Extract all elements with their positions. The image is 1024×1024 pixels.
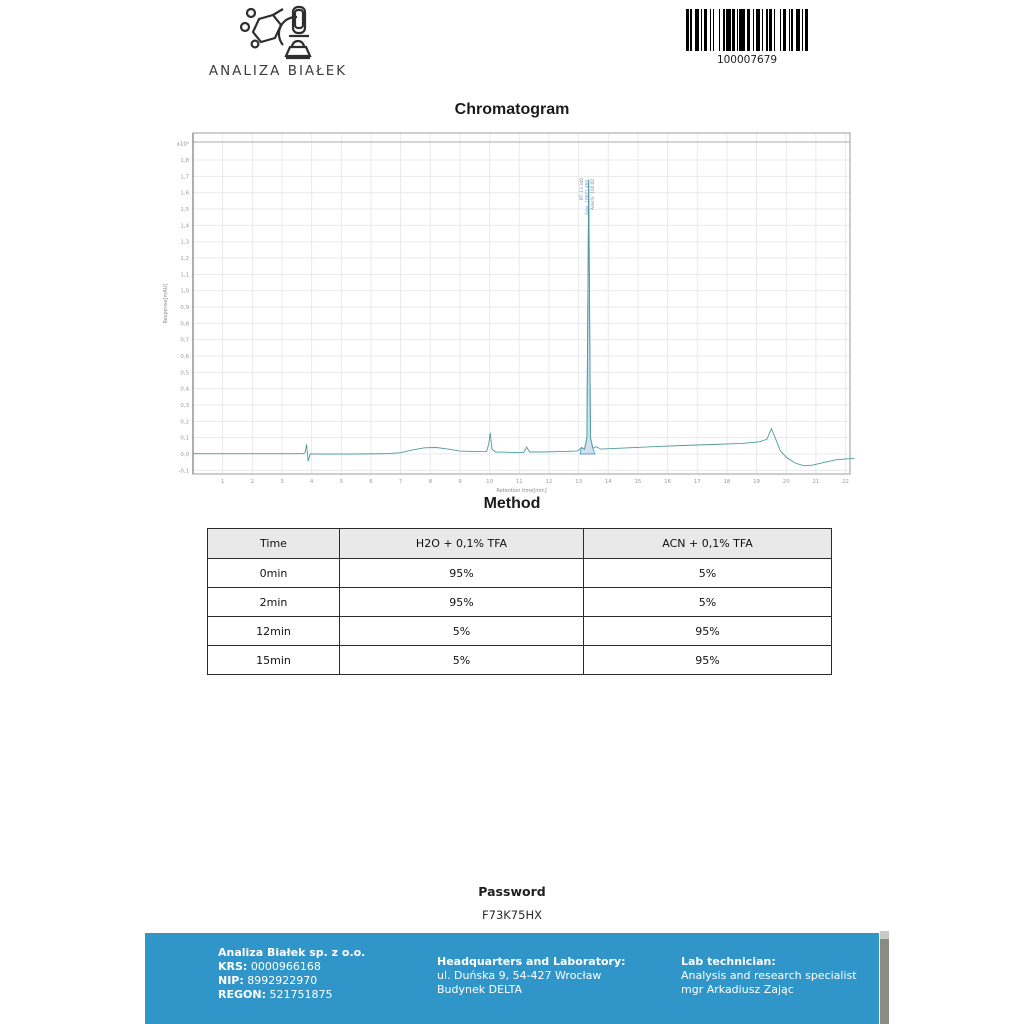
company-nip: NIP: 8992922970 [218,974,318,987]
tech-line1: Analysis and research specialist [681,969,857,982]
company-krs: KRS: 0000966168 [218,960,321,973]
table-cell: 15min [208,646,340,675]
svg-text:Retention time[min]: Retention time[min] [496,488,547,494]
svg-text:5: 5 [339,479,344,485]
hq-address-line1: ul. Duńska 9, 54-427 Wrocław [437,969,602,982]
barcode-bar [805,9,808,51]
table-cell: 95% [340,559,584,588]
svg-text:1: 1 [220,479,225,485]
method-table [207,528,832,675]
method-col-header: Time [208,529,340,559]
tech-title: Lab technician: [681,955,776,968]
svg-text:-0,1: -0,1 [178,468,189,475]
chromatogram-title: Chromatogram [454,101,570,118]
table-cell: 0min [208,559,340,588]
svg-text:0,8: 0,8 [180,321,189,328]
svg-text:0,9: 0,9 [180,305,189,312]
scrollbar[interactable] [880,931,889,1024]
svg-text:1,2: 1,2 [180,256,189,263]
svg-text:14: 14 [604,479,612,485]
svg-text:18: 18 [723,479,731,485]
footer-company-info [218,946,365,1002]
svg-text:3: 3 [280,479,284,485]
peak-annotation: Area%: 100.00 [590,178,596,210]
table-cell: 95% [340,588,584,617]
peak-annotation: Area: 18671.460 [584,179,590,215]
svg-text:1,5: 1,5 [180,207,189,214]
svg-text:0,7: 0,7 [180,337,189,344]
svg-text:8: 8 [428,479,433,485]
svg-text:17: 17 [693,479,701,485]
scrollbar-thumb[interactable] [880,931,889,939]
svg-text:Response[mAU]: Response[mAU] [163,283,169,324]
svg-text:16: 16 [664,479,672,485]
svg-text:21: 21 [812,479,820,485]
chromatogram-plot [158,128,864,496]
table-cell: 95% [584,646,832,675]
svg-text:9: 9 [458,479,462,485]
svg-text:1,0: 1,0 [180,288,189,295]
table-cell: 95% [584,617,832,646]
svg-text:1,1: 1,1 [180,272,189,279]
svg-text:1,6: 1,6 [180,190,189,197]
method-table-body [208,559,832,675]
table-cell: 5% [584,588,832,617]
footer-headquarters [437,955,626,997]
table-row [208,617,832,646]
svg-text:1,3: 1,3 [180,239,189,246]
hq-address-line2: Budynek DELTA [437,983,523,996]
svg-text:x10³: x10³ [176,141,189,148]
svg-text:1,7: 1,7 [180,174,189,181]
svg-text:0,1: 0,1 [180,435,189,442]
barcode-value: 100007679 [716,54,778,66]
table-row [208,588,832,617]
svg-text:20: 20 [782,479,790,485]
logo-caption: ANALIZA BIAŁEK [208,63,348,79]
footer-lab-technician [681,955,857,997]
method-title: Method [483,495,541,512]
table-cell: 5% [584,559,832,588]
svg-text:22: 22 [842,479,849,485]
svg-text:15: 15 [634,479,642,485]
table-cell: 2min [208,588,340,617]
svg-text:4: 4 [309,479,314,485]
svg-text:0,2: 0,2 [180,419,189,426]
svg-text:6: 6 [369,479,373,485]
password-label: Password [478,884,546,899]
method-col-header: H2O + 0,1% TFA [340,529,584,559]
company-name: Analiza Białek sp. z o.o. [218,946,366,959]
method-col-header: ACN + 0,1% TFA [584,529,832,559]
svg-text:10: 10 [486,479,494,485]
svg-text:0,4: 0,4 [180,386,189,393]
svg-text:0,3: 0,3 [180,403,189,410]
barcode-icon [686,9,808,51]
chromatogram-chart [158,128,864,496]
password-block [0,884,1024,922]
svg-text:12: 12 [545,479,553,485]
table-cell: 12min [208,617,340,646]
svg-text:11: 11 [515,479,523,485]
hq-title: Headquarters and Laboratory: [437,955,626,968]
table-cell: 5% [340,617,584,646]
svg-text:2: 2 [250,479,255,485]
peak-annotation: RT: 13.340 [579,177,585,200]
company-regon: REGON: 521751875 [218,988,333,1001]
svg-text:13: 13 [575,479,583,485]
svg-text:0,5: 0,5 [180,370,189,377]
table-row [208,646,832,675]
svg-text:1,4: 1,4 [180,223,189,230]
svg-text:0,6: 0,6 [180,354,189,361]
table-cell: 5% [340,646,584,675]
svg-text:19: 19 [753,479,760,485]
svg-text:0,0: 0,0 [180,452,189,458]
logo-icon [237,3,323,63]
password-value: F73K75HX [482,908,542,922]
svg-text:7: 7 [398,479,403,485]
footer [145,933,879,1024]
method-table-header [208,529,832,559]
table-row [208,559,832,588]
svg-text:1,8: 1,8 [180,158,189,165]
tech-line2: mgr Arkadiusz Zając [681,983,794,996]
